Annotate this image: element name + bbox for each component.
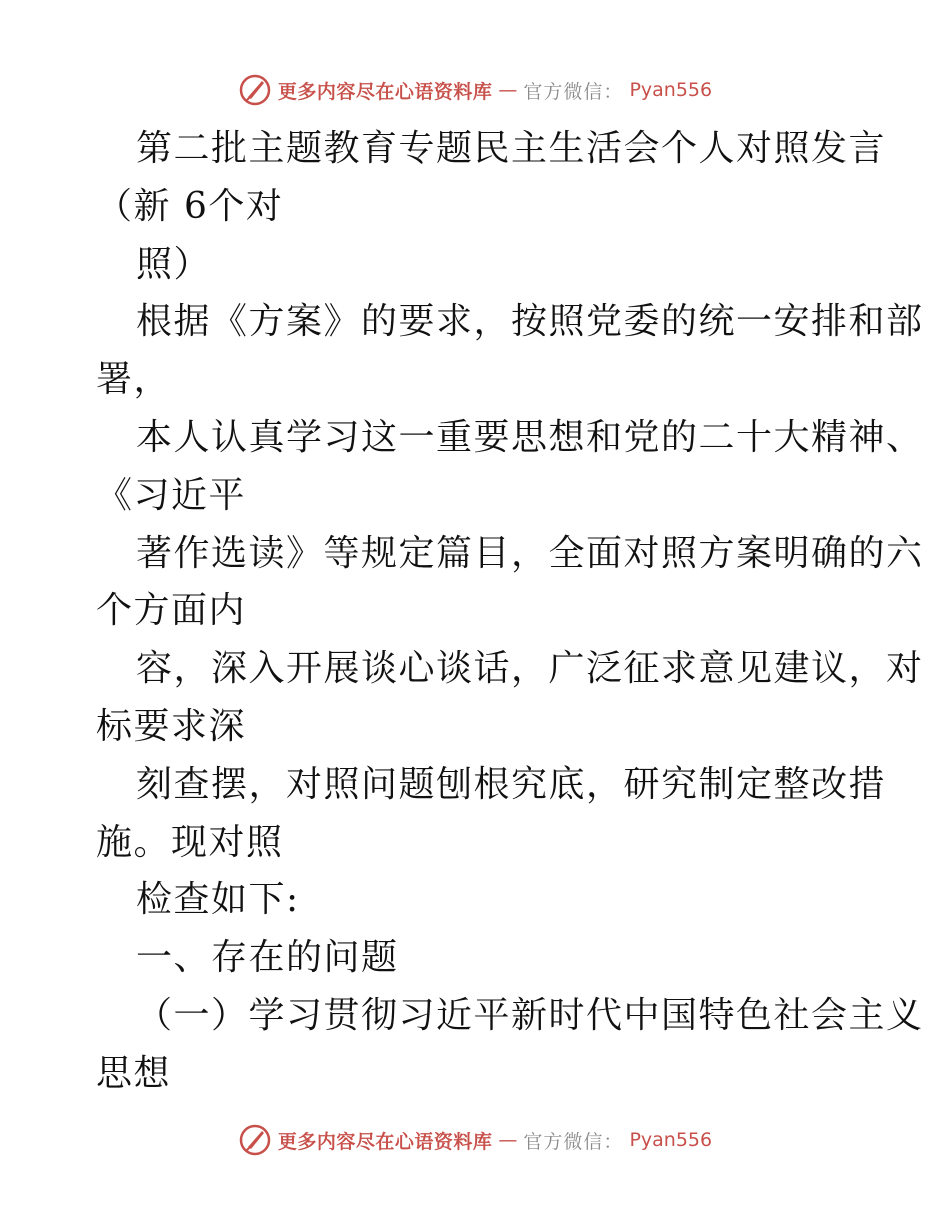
text-line: 著作选读》等规定篇目，全面对照方案明确的六 (136, 532, 924, 574)
watermark-site-name: 更多内容尽在心语资料库 (277, 1130, 493, 1153)
watermark-dash: — (498, 1129, 518, 1151)
text-line: 刻查摆，对照问题刨根究底，研究制定整改措 (136, 763, 887, 805)
text-line: 根据《方案》的要求，按照党委的统一安排和部 (136, 301, 924, 343)
text-line: 署， (96, 359, 172, 401)
watermark-wechat-id: Pyan556 (629, 1129, 713, 1151)
document-body (96, 120, 924, 1103)
text-line: （新 6个对 (96, 185, 284, 227)
quill-logo-icon (238, 73, 272, 107)
text-line: 施。现对照 (96, 821, 284, 863)
text-line: 思想 (96, 1052, 172, 1094)
watermark-label: 官方微信： (523, 1130, 624, 1153)
watermark-wechat-id: Pyan556 (629, 79, 713, 101)
text-line: 照） (136, 243, 212, 285)
text-line: 标要求深 (96, 705, 247, 747)
watermark-dash: — (498, 79, 518, 101)
text-line: 检查如下: (136, 879, 300, 921)
watermark-header (0, 70, 950, 110)
text-line: 一、存在的问题 (136, 937, 399, 979)
watermark-label: 官方微信： (523, 80, 624, 103)
text-line: 个方面内 (96, 590, 247, 632)
text-line: 《习近平 (96, 474, 247, 516)
text-line: 本人认真学习这一重要思想和党的二十大精神、 (136, 416, 924, 458)
text-line: （一）学习贯彻习近平新时代中国特色社会主义 (136, 994, 924, 1036)
watermark-site-name: 更多内容尽在心语资料库 (277, 80, 493, 103)
quill-logo-icon (238, 1123, 272, 1157)
watermark-footer (0, 1120, 950, 1160)
text-line: 第二批主题教育专题民主生活会个人对照发言 (136, 128, 887, 169)
text-line: 容，深入开展谈心谈话，广泛征求意见建议，对 (136, 648, 924, 690)
